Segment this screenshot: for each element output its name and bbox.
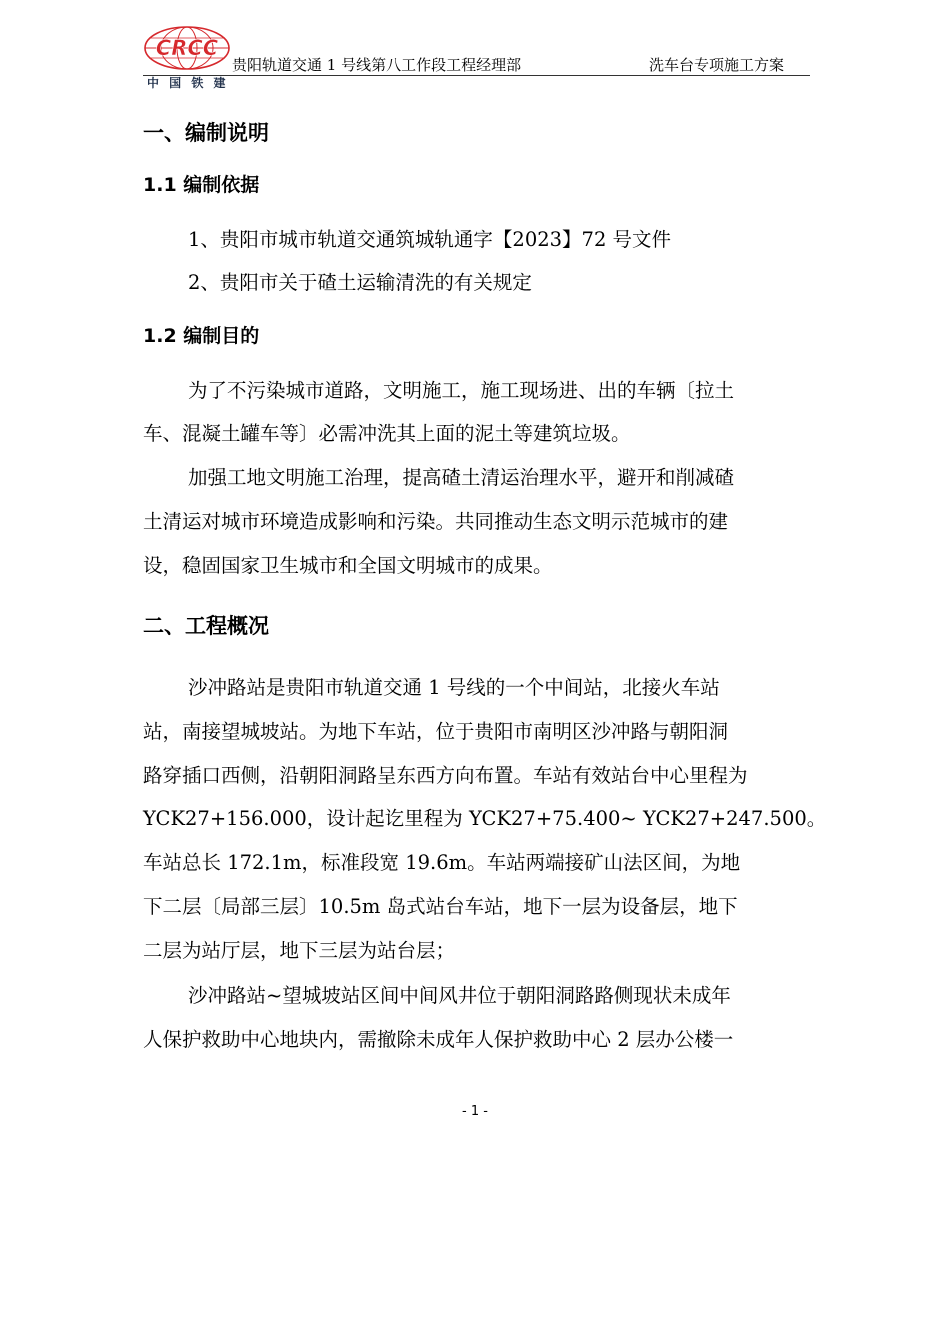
overview-line: 站，南接望城坡站。为地下车站，位于贵阳市南明区沙冲路与朝阳洞 — [143, 720, 729, 743]
purpose-line: 加强工地文明施工治理，提高碴土清运治理水平，避开和削减碴 — [188, 466, 735, 489]
overview-line: 二层为站厅层，地下三层为站台层； — [143, 939, 456, 962]
subsection-1-1-title: 1.1 编制依据 — [143, 174, 260, 196]
section-2-title: 二、工程概况 — [143, 614, 269, 638]
purpose-line: 土清运对城市环境造成影响和污染。共同推动生态文明示范城市的建 — [143, 510, 729, 533]
overview-line: 沙冲路站是贵阳市轨道交通 1 号线的一个中间站，北接火车站 — [188, 676, 720, 699]
overview-line: 沙冲路站~望城坡站区间中间风井位于朝阳洞路路侧现状未成年 — [188, 984, 731, 1007]
header-document-title: 洗车台专项施工方案 — [649, 56, 785, 74]
crcc-logo — [143, 24, 235, 90]
overview-line: 车站总长 172.1m，标准段宽 19.6m。车站两端接矿山法区间，为地 — [143, 851, 741, 874]
logo-caption: 中 国 铁 建 — [147, 76, 229, 90]
overview-line: YCK27+156.000，设计起讫里程为 YCK27+75.400~ YCK27+247.500。 — [143, 807, 827, 830]
basis-item-1: 1、贵阳市城市轨道交通筑城轨通字【2023】72 号文件 — [188, 228, 672, 251]
purpose-line: 车、混凝土罐车等〕必需冲洗其上面的泥土等建筑垃圾。 — [143, 422, 631, 445]
subsection-1-2-title: 1.2 编制目的 — [143, 325, 260, 347]
overview-line: 路穿插口西侧，沿朝阳洞路呈东西方向布置。车站有效站台中心里程为 — [143, 764, 748, 787]
overview-line: 人保护救助中心地块内，需撤除未成年人保护救助中心 2 层办公楼一 — [143, 1028, 734, 1051]
page-number: - 1 - — [462, 1104, 488, 1119]
purpose-line: 设，稳固国家卫生城市和全国文明城市的成果。 — [143, 554, 553, 577]
header-project-name: 贵阳轨道交通 1 号线第八工作段工程经理部 — [232, 56, 522, 74]
svg-text:CRCC: CRCC — [155, 36, 219, 60]
basis-item-2: 2、贵阳市关于碴土运输清洗的有关规定 — [188, 271, 532, 294]
section-1-title: 一、编制说明 — [143, 121, 269, 145]
overview-line: 下二层〔局部三层〕10.5m 岛式站台车站，地下一层为设备层，地下 — [143, 895, 738, 918]
purpose-line: 为了不污染城市道路，文明施工，施工现场进、出的车辆〔拉土 — [188, 379, 735, 402]
header-divider — [143, 75, 810, 76]
